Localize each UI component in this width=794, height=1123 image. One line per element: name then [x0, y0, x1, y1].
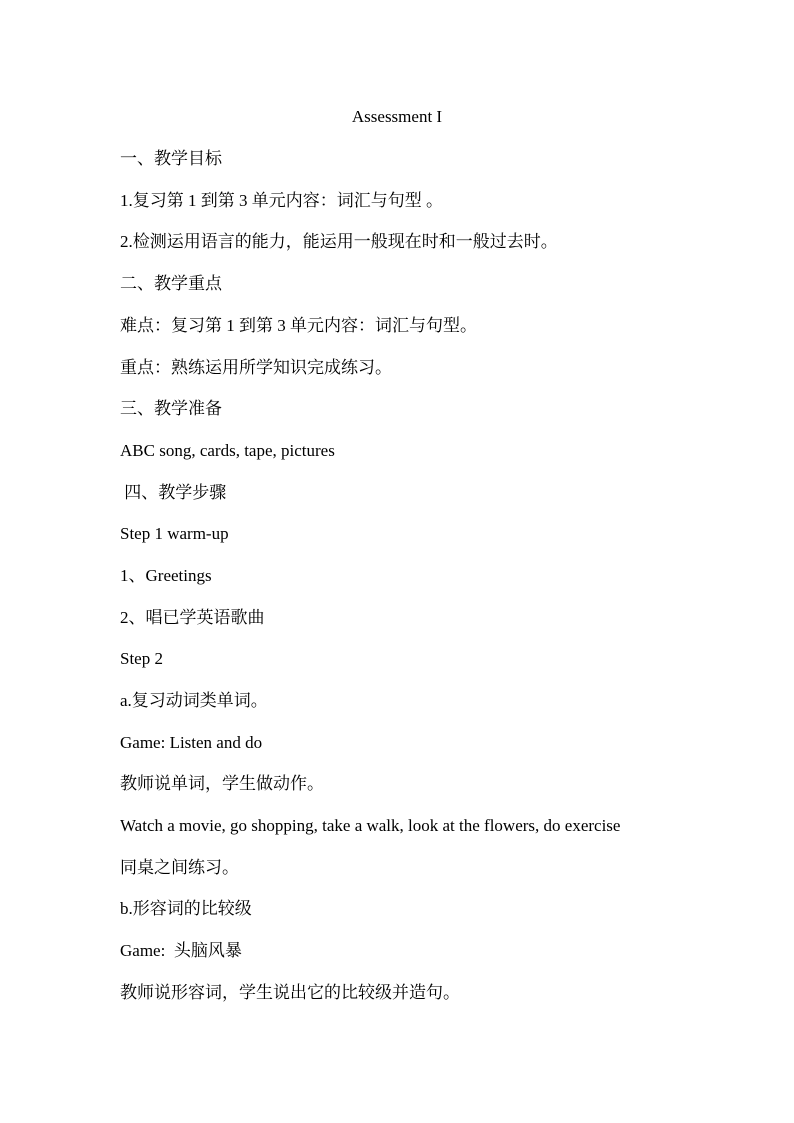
difficult-point: 难点：复习第 1 到第 3 单元内容：词汇与句型。 [120, 316, 477, 335]
heading-teaching-steps: 四、教学步骤 [120, 483, 227, 502]
phrase-list: Watch a movie, go shopping, take a walk, look at the flowers, do exercise [120, 816, 621, 835]
objective-item-2: 2.检测运用语言的能力，能运用一般现在时和一般过去时。 [120, 232, 558, 251]
step-2-part-b: b.形容词的比较级 [120, 899, 252, 918]
step-2-heading: Step 2 [120, 649, 163, 668]
game-instruction-b: 教师说形容词，学生说出它的比较级并造句。 [120, 983, 460, 1002]
step-2-part-a: a.复习动词类单词。 [120, 691, 268, 710]
key-point: 重点：熟练运用所学知识完成练习。 [120, 358, 392, 377]
document-title: Assessment I [351, 107, 443, 126]
game-instruction-a: 教师说单词，学生做动作。 [120, 774, 324, 793]
step-1-item-2: 2、唱已学英语歌曲 [120, 608, 265, 627]
heading-teaching-objectives: 一、教学目标 [120, 149, 222, 168]
heading-preparation: 三、教学准备 [120, 399, 222, 418]
step-1-heading: Step 1 warm-up [120, 524, 229, 543]
game-brainstorm: Game: 头脑风暴 [120, 941, 242, 960]
preparation-materials: ABC song, cards, tape, pictures [120, 441, 335, 460]
step-1-item-1: 1、Greetings [120, 566, 212, 585]
objective-item-1: 1.复习第 1 到第 3 单元内容：词汇与句型 。 [120, 191, 443, 210]
heading-key-points: 二、教学重点 [120, 274, 222, 293]
game-listen-and-do: Game: Listen and do [120, 733, 263, 752]
pair-practice: 同桌之间练习。 [120, 858, 239, 877]
